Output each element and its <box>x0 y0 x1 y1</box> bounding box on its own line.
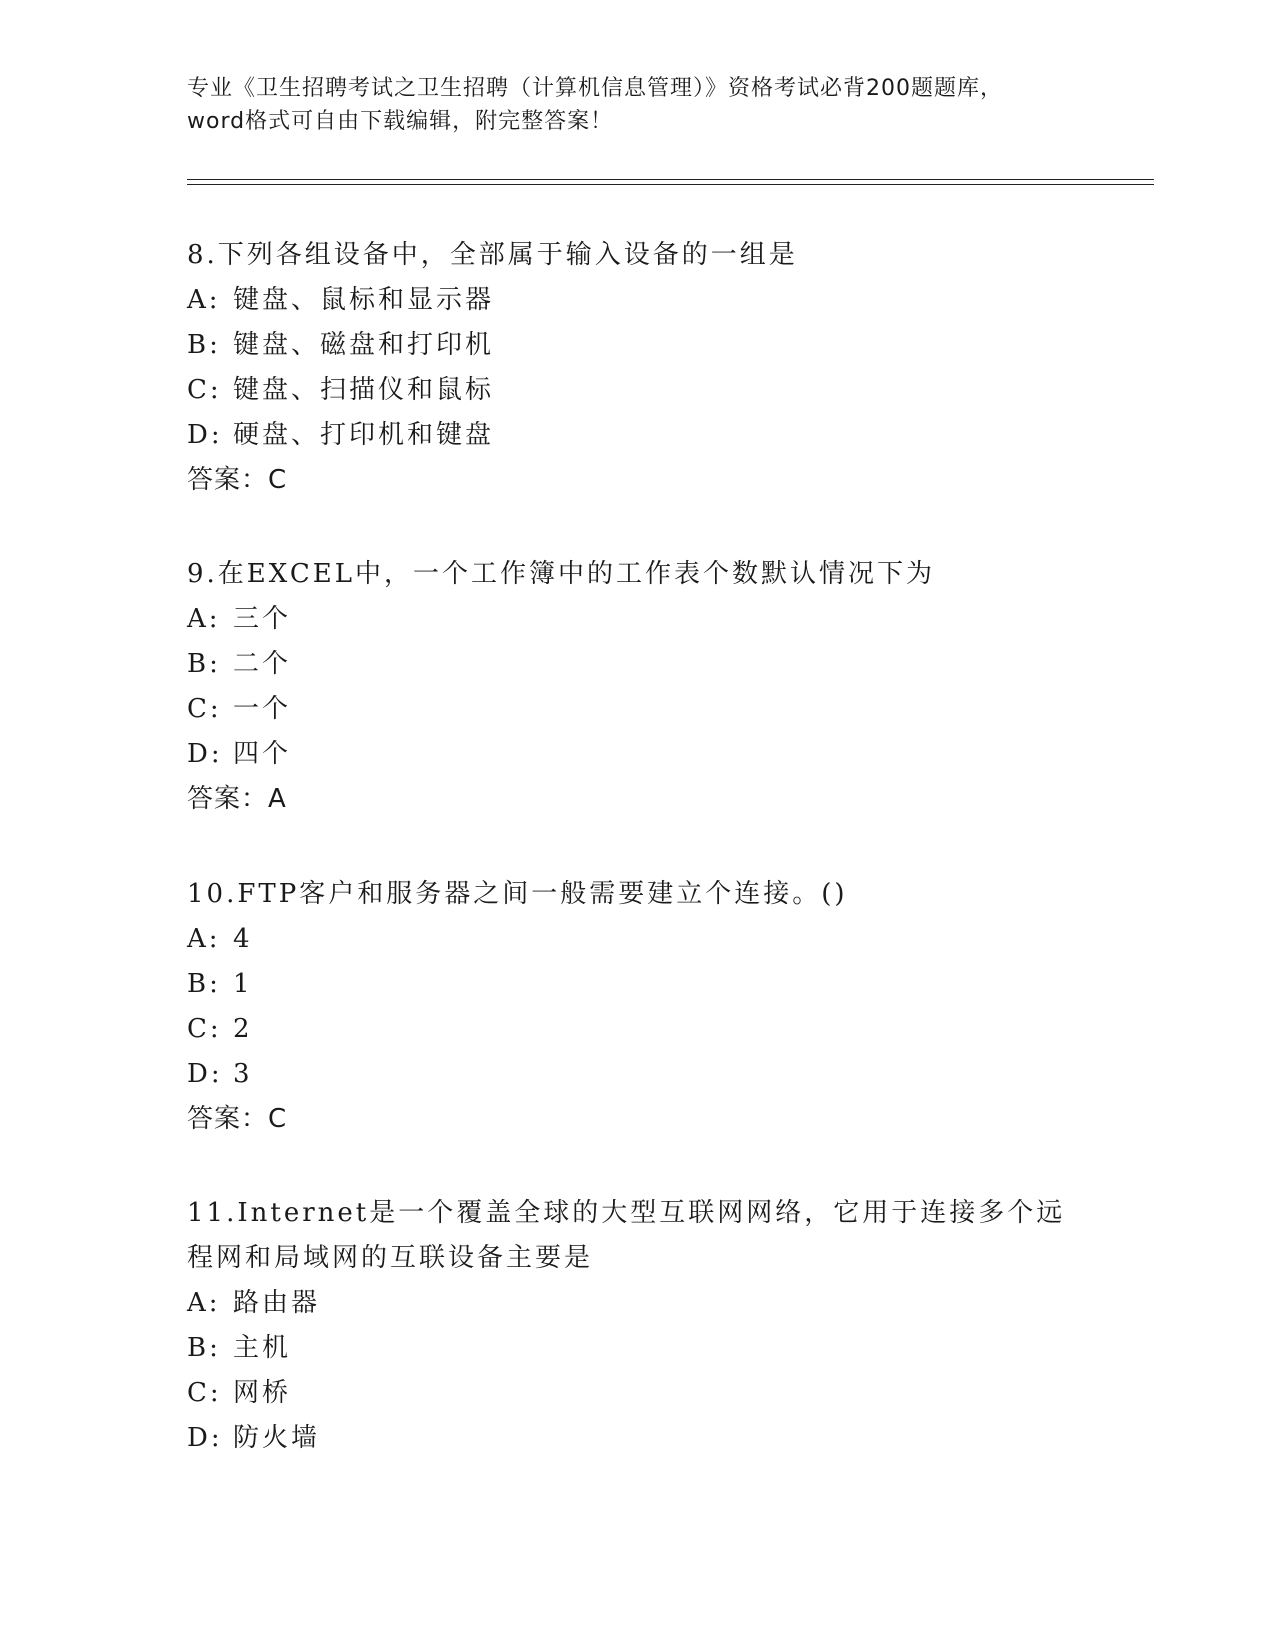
option-letter: B: <box>187 969 221 999</box>
option-a <box>187 597 1087 642</box>
option-c <box>187 1371 1087 1416</box>
option-d <box>187 413 1087 458</box>
option-d <box>187 1052 1087 1097</box>
option-letter: B: <box>187 649 221 679</box>
option-text: 主机 <box>233 1333 292 1363</box>
option-c <box>187 687 1087 732</box>
question-9 <box>187 552 1087 822</box>
answer-line: 答案：C <box>187 465 288 495</box>
option-text: 1 <box>233 969 253 999</box>
option-text: 路由器 <box>233 1288 321 1318</box>
option-letter: C: <box>187 1378 222 1408</box>
option-letter: A: <box>187 285 221 315</box>
answer-line: 答案：C <box>187 1104 288 1134</box>
option-text: 网桥 <box>233 1378 292 1408</box>
document-header <box>187 72 1087 138</box>
option-letter: D: <box>187 420 223 450</box>
option-a <box>187 1281 1087 1326</box>
option-a <box>187 278 1087 323</box>
question-10 <box>187 872 1087 1142</box>
option-text: 2 <box>233 1014 253 1044</box>
answer-line: 答案：A <box>187 784 287 814</box>
option-letter: D: <box>187 739 223 769</box>
option-text: 四个 <box>233 739 292 769</box>
option-letter: C: <box>187 1014 222 1044</box>
option-letter: A: <box>187 924 221 954</box>
option-c <box>187 368 1087 413</box>
option-c <box>187 1007 1087 1052</box>
option-text: 键盘、鼠标和显示器 <box>233 285 495 315</box>
option-d <box>187 1416 1087 1461</box>
question-stem: 8.下列各组设备中，全部属于输入设备的一组是 <box>187 240 798 270</box>
option-letter: C: <box>187 375 222 405</box>
header-title-line: 专业《卫生招聘考试之卫生招聘（计算机信息管理）》资格考试必背200题题库， <box>187 76 1003 101</box>
option-text: 硬盘、打印机和键盘 <box>233 420 495 450</box>
option-b <box>187 323 1087 368</box>
option-letter: D: <box>187 1423 223 1453</box>
option-letter: A: <box>187 1288 221 1318</box>
question-stem: 10.FTP客户和服务器之间一般需要建立个连接。() <box>187 879 848 909</box>
option-text: 4 <box>233 924 253 954</box>
question-8 <box>187 233 1087 503</box>
option-letter: B: <box>187 330 221 360</box>
question-stem: 11.Internet是一个覆盖全球的大型互联网网络，它用于连接多个远程网和局域网的互联设备主要是 <box>187 1198 1066 1273</box>
option-a <box>187 917 1087 962</box>
option-letter: C: <box>187 694 222 724</box>
option-b <box>187 962 1087 1007</box>
option-text: 三个 <box>233 604 292 634</box>
question-stem: 9.在EXCEL中，一个工作簿中的工作表个数默认情况下为 <box>187 559 935 589</box>
option-b <box>187 642 1087 687</box>
option-d <box>187 732 1087 777</box>
option-text: 键盘、磁盘和打印机 <box>233 330 495 360</box>
option-text: 一个 <box>233 694 292 724</box>
option-letter: A: <box>187 604 221 634</box>
header-subtitle-line: word格式可自由下载编辑，附完整答案！ <box>187 109 614 134</box>
header-divider-bottom <box>187 184 1154 185</box>
question-11 <box>187 1191 1087 1461</box>
option-letter: D: <box>187 1059 223 1089</box>
option-text: 3 <box>233 1059 253 1089</box>
option-text: 二个 <box>233 649 292 679</box>
header-divider-top <box>187 179 1154 180</box>
option-text: 键盘、扫描仪和鼠标 <box>233 375 495 405</box>
option-letter: B: <box>187 1333 221 1363</box>
option-b <box>187 1326 1087 1371</box>
option-text: 防火墙 <box>233 1423 321 1453</box>
